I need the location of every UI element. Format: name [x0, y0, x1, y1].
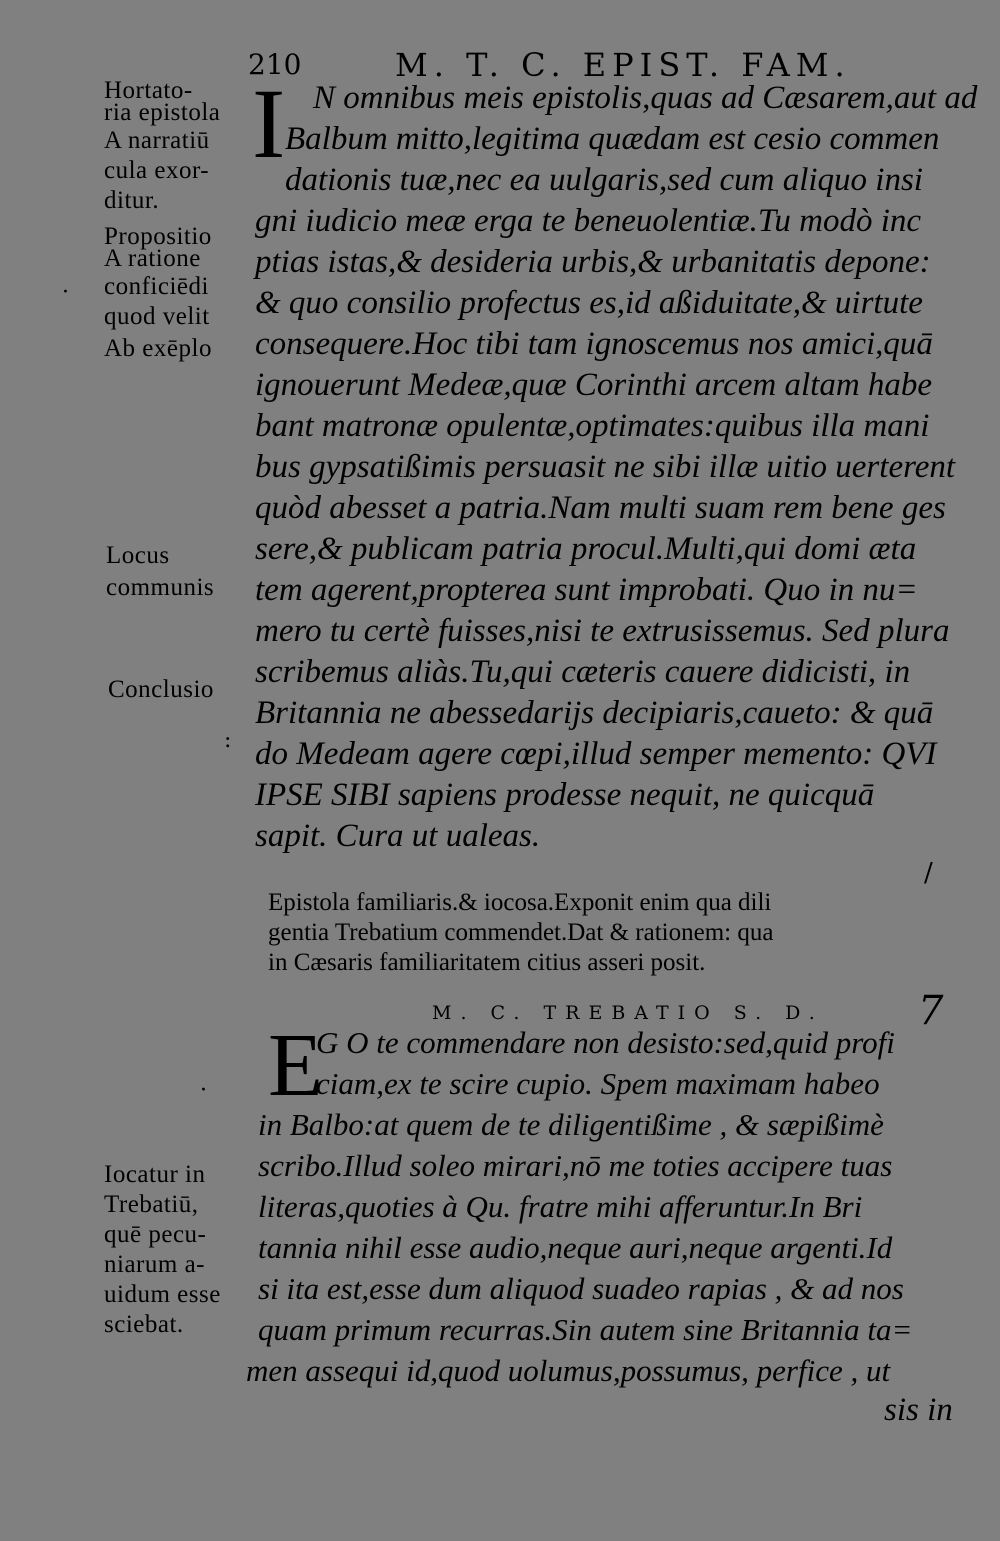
margin-note-conclusio: Conclusio [108, 676, 214, 703]
margin-note-locus-communis [106, 540, 214, 604]
text-line: sere,& publicam patria procul.Multi,qui domi æta [255, 531, 917, 567]
text-line: men assequi id,quod uolumus,possumus, perfice , ut [246, 1353, 891, 1388]
salutation-text: M. C. TREBATIO S. D. [432, 1002, 824, 1024]
text-line: Balbum mitto,legitima quædam est cesio commen [285, 121, 940, 157]
argument-line: Epistola familiaris.& iocosa.Exponit enim qua dili [268, 889, 772, 916]
text-line: IPSE SIBI sapiens prodesse nequit, ne quicquā [255, 777, 875, 813]
text-line: Britannia ne abessedarijs decipiaris,caueto: & quā [255, 695, 934, 731]
text-line: bant matronæ opulentæ,optimates:quibus illa mani [255, 408, 930, 444]
text-line: N omnibus meis epistolis,quas ad Cæsarem,aut ad [313, 80, 978, 116]
letter-two-text [246, 1016, 958, 1391]
text-line: tem agerent,propterea sunt improbati. Quo in nu= [255, 572, 918, 608]
page-number: 210 [248, 48, 302, 81]
margin-note-line: communis [106, 574, 215, 601]
margin-notes-top [104, 77, 221, 362]
margin-note-line: Iocatur in [104, 1161, 206, 1188]
margin-note-line: A narratiū [104, 127, 210, 154]
drop-capital: E [268, 1016, 323, 1115]
margin-note-line: quē pecu- [104, 1221, 207, 1248]
letter-argument [268, 888, 958, 978]
text-line: consequere.Hoc tibi tam ignoscemus nos amici,quā [255, 326, 933, 362]
stray-mark: : [224, 728, 232, 753]
text-line: gni iudicio meæ erga te beneuolentiæ.Tu modò inc [255, 203, 922, 239]
margin-note-line: Locus [106, 542, 170, 569]
margin-note-iocatur [104, 1160, 221, 1340]
text-line: si ita est,esse dum aliquod suadeo rapias , & ad nos [258, 1271, 904, 1306]
margin-note-line: Hortato- [104, 77, 193, 104]
text-line: ignouerunt Medeæ,quæ Corinthi arcem altam habe [255, 367, 933, 403]
text-line: bus gypsatißimis persuasit ne sibi illæ uitio uerterent [255, 449, 956, 485]
text-line: ciam,ex te scire cupio. Spem maximam habeo [316, 1066, 880, 1101]
text-line: scribemus aliàs.Tu,qui cæteris cauere didicisti, in [255, 654, 911, 690]
text-line: G O te commendare non desisto:sed,quid profi [316, 1025, 895, 1060]
stray-mark: / [924, 858, 933, 888]
margin-note-line: conficiēdi [104, 273, 209, 300]
margin-note-line: cula exor- [104, 157, 210, 184]
text-line: do Medeam agere cœpi,illud semper memento: QVI [255, 736, 937, 772]
stray-mark: · [200, 1078, 207, 1103]
text-line: scribo.Illud soleo mirari,nō me toties accipere tuas [258, 1148, 893, 1183]
text-line: quam primum recurras.Sin autem sine Britannia ta= [258, 1312, 913, 1347]
text-line: sapit. Cura ut ualeas. [255, 818, 541, 854]
running-title: M. T. C. EPIST. FAM. [395, 46, 851, 84]
catchword: sis in [884, 1392, 953, 1428]
argument-line: in Cæsaris familiaritatem citius asseri posit. [268, 949, 706, 976]
text-line: literas,quoties à Qu. fratre mihi afferuntur.In Bri [258, 1189, 863, 1224]
margin-note-line: Propositio [104, 223, 212, 250]
margin-note-line: Trebatiū, [104, 1191, 199, 1218]
margin-note-line: quod velit [104, 303, 210, 330]
margin-note-line: ditur. [104, 187, 160, 214]
text-line: in Balbo:at quem de te diligentißime , & sæpißimè [258, 1107, 884, 1142]
text-line: dationis tuæ,nec ea uulgaris,sed cum aliquo insi [285, 162, 923, 198]
text-line: tannia nihil esse audio,neque auri,neque argenti.Id [258, 1230, 893, 1265]
text-line: ptias istas,& desideria urbis,& urbanitatis depone: [255, 244, 931, 280]
argument-line: gentia Trebatium commendet.Dat & rationem: qua [268, 919, 774, 946]
margin-note-line: ria epistola [104, 99, 221, 126]
letter-one-text [255, 78, 978, 857]
margin-note-line: niarum a- [104, 1251, 205, 1278]
drop-capital: I [252, 68, 286, 179]
text-line: mero tu certè fuisses,nisi te extrusissemus. Sed plura [255, 613, 950, 649]
margin-note-line: sciebat. [104, 1311, 184, 1338]
stray-mark: · [62, 280, 69, 305]
margin-note-line: uidum esse [104, 1281, 221, 1308]
margin-note-line: Ab exēplo [104, 335, 212, 362]
margin-note-line: A ratione [104, 245, 201, 272]
text-line: quòd abesset a patria.Nam multi suam rem bene ges [255, 490, 946, 526]
epistle-number: 7 [918, 988, 944, 1034]
text-line: & quo consilio profectus es,id aßiduitate,& uirtute [255, 285, 923, 321]
